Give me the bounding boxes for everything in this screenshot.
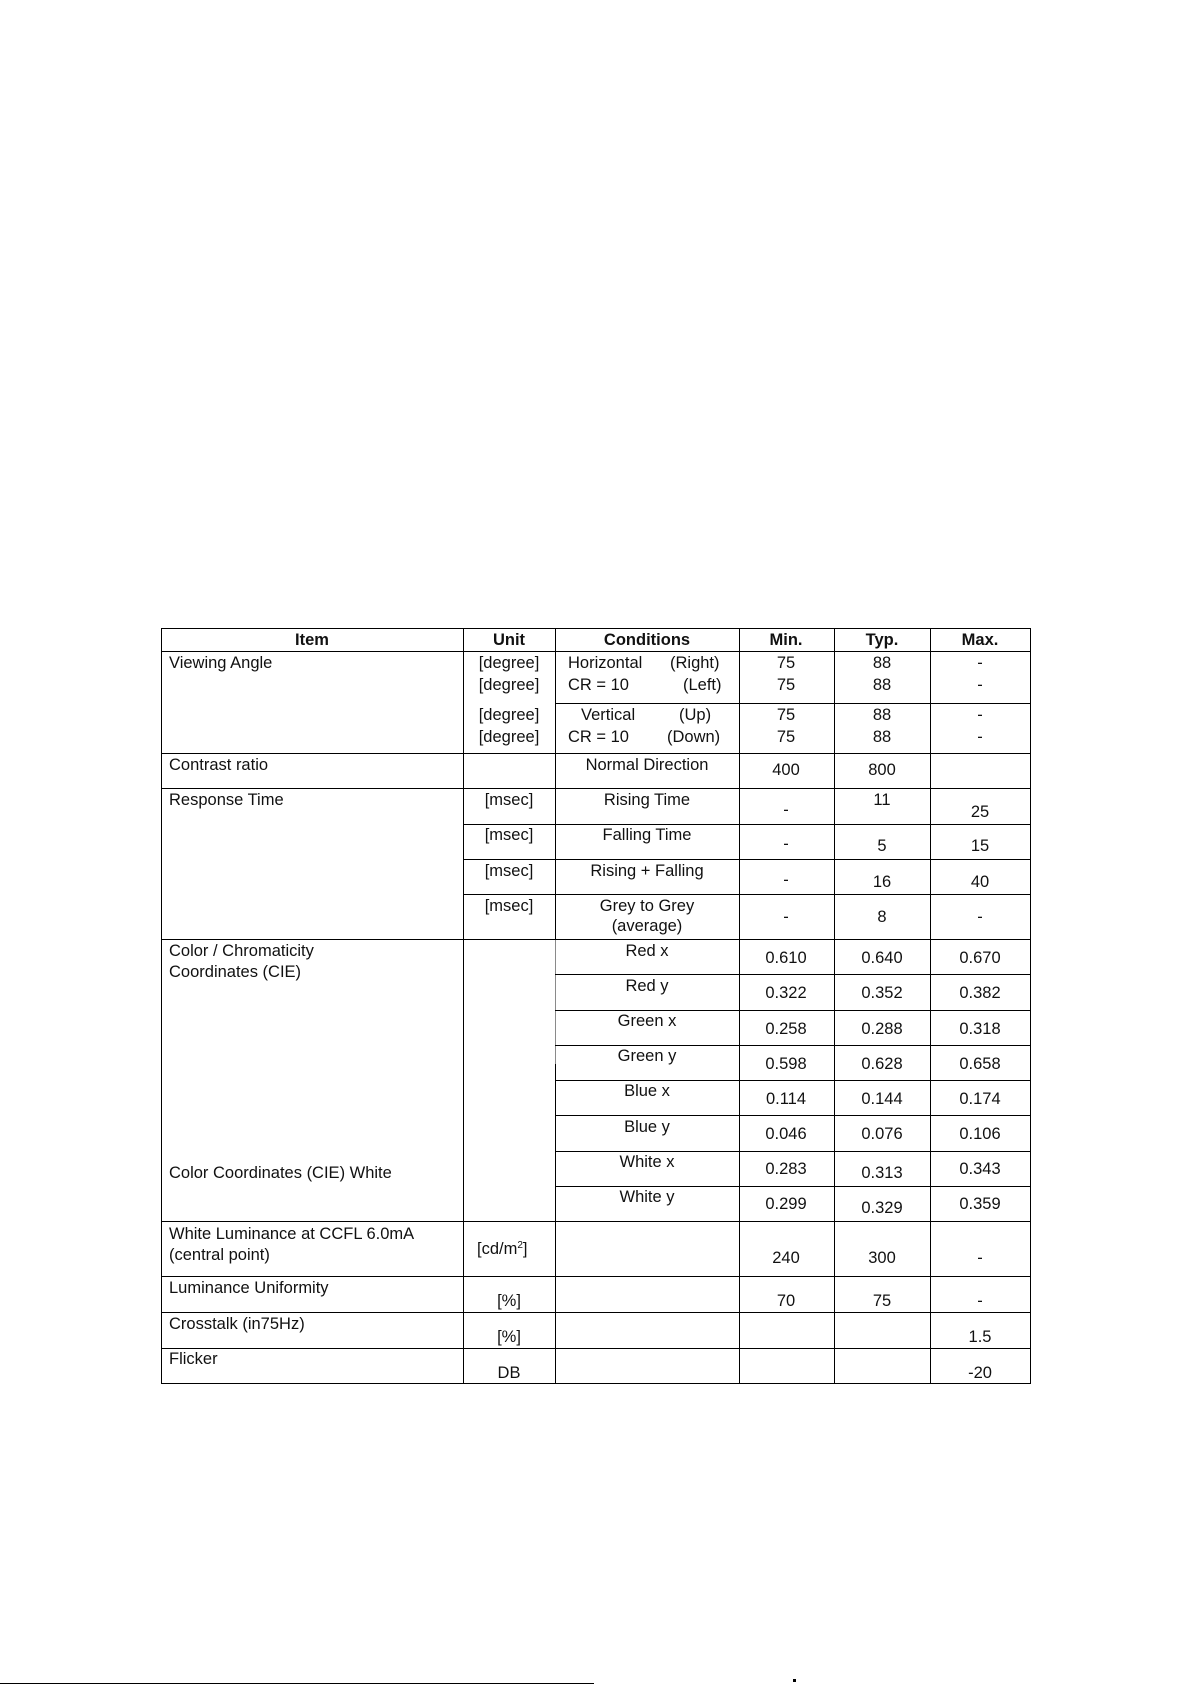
luminance-unit-close: ]	[522, 1240, 528, 1258]
viewing-min: 75	[776, 706, 796, 724]
color-max: 0.318	[959, 1020, 1001, 1038]
color-min: 0.299	[765, 1195, 807, 1213]
viewing-cond-a: Vertical	[581, 706, 636, 724]
contrast-cond: Normal Direction	[585, 756, 709, 774]
color-max: 0.343	[959, 1160, 1001, 1178]
color-typ: 0.313	[861, 1164, 903, 1182]
viewing-cond-b: (Up)	[679, 706, 712, 724]
color-cond: White x	[619, 1153, 675, 1171]
header-min: Min.	[769, 631, 803, 649]
color-cond: Red y	[625, 977, 669, 995]
color-typ: 0.329	[861, 1199, 903, 1217]
item-luminance-uniformity: Luminance Uniformity	[169, 1279, 329, 1297]
header-unit: Unit	[492, 631, 526, 649]
color-max: 0.670	[959, 949, 1001, 967]
color-max: 0.382	[959, 984, 1001, 1002]
viewing-min: 75	[776, 676, 796, 694]
response-max: 40	[970, 873, 990, 891]
table-border-bottom	[161, 1383, 1031, 1384]
response-cond: Rising + Falling	[590, 862, 704, 880]
row-line-crosstalk	[161, 1348, 1031, 1349]
color-min: 0.283	[765, 1160, 807, 1178]
flicker-unit: DB	[497, 1364, 521, 1382]
footer-rule	[0, 1683, 594, 1684]
viewing-max: -	[977, 706, 983, 724]
luminance-unit-exponent: 2	[517, 1240, 523, 1251]
luminance-max: -	[977, 1249, 983, 1267]
response-min: -	[783, 835, 789, 853]
row-line-response	[161, 939, 1031, 940]
viewing-cond-a: CR = 10	[568, 728, 629, 746]
color-cond: White y	[619, 1188, 675, 1206]
row-line-uniformity	[161, 1312, 1031, 1313]
item-white-luminance-note: (central point)	[169, 1246, 270, 1264]
response-typ: 5	[877, 837, 887, 855]
row-line-luminance	[161, 1276, 1031, 1277]
flicker-max: -20	[968, 1364, 992, 1382]
viewing-min: 75	[776, 728, 796, 746]
color-min: 0.258	[765, 1020, 807, 1038]
header-max: Max.	[961, 631, 999, 649]
color-typ: 0.076	[861, 1125, 903, 1143]
table-border-right	[1030, 628, 1031, 1384]
item-color-chromaticity: Color / Chromaticity	[169, 942, 314, 960]
response-cond: Grey to Grey	[599, 897, 695, 915]
response-min: -	[783, 801, 789, 819]
uniformity-min: 70	[776, 1292, 796, 1310]
response-cond: Falling Time	[602, 826, 692, 844]
contrast-min: 400	[772, 761, 800, 779]
viewing-max: -	[977, 654, 983, 672]
viewing-cond-b: (Down)	[667, 728, 721, 746]
viewing-unit: [degree]	[478, 676, 540, 694]
color-cond: Green y	[617, 1047, 677, 1065]
color-max: 0.174	[959, 1090, 1001, 1108]
color-max: 0.359	[959, 1195, 1001, 1213]
table-border-left	[161, 628, 162, 1384]
viewing-cond-b: (Right)	[670, 654, 720, 672]
row-line-response-2	[463, 859, 1031, 860]
response-max: 25	[970, 803, 990, 821]
response-min: -	[783, 908, 789, 926]
item-contrast-ratio: Contrast ratio	[169, 756, 269, 774]
row-line-response-3	[463, 894, 1031, 895]
color-typ: 0.144	[861, 1090, 903, 1108]
response-unit: [msec]	[484, 791, 534, 809]
crosstalk-max: 1.5	[968, 1328, 992, 1346]
item-viewing-angle: Viewing Angle	[169, 654, 273, 672]
viewing-cond-b: (Left)	[683, 676, 722, 694]
color-min: 0.114	[765, 1090, 807, 1108]
row-line-response-1	[463, 824, 1031, 825]
color-cond: Green x	[617, 1012, 677, 1030]
uniformity-unit: [%]	[497, 1292, 521, 1310]
viewing-typ: 88	[872, 676, 892, 694]
luminance-unit-base: [cd/m	[477, 1240, 518, 1258]
item-white-luminance: White Luminance at CCFL 6.0mA	[169, 1225, 415, 1243]
luminance-min: 240	[772, 1249, 800, 1267]
row-line-color	[161, 1221, 1031, 1222]
divider-typ-max	[930, 628, 931, 1384]
item-color-coordinates: Coordinates (CIE)	[169, 963, 302, 981]
viewing-max: -	[977, 728, 983, 746]
response-typ: 11	[873, 791, 891, 809]
color-typ: 0.288	[861, 1020, 903, 1038]
row-line-contrast	[161, 788, 1031, 789]
color-cond: Red x	[625, 942, 669, 960]
response-min: -	[783, 871, 789, 889]
color-typ: 0.640	[861, 949, 903, 967]
divider-min-typ	[834, 628, 835, 1384]
color-max: 0.658	[959, 1055, 1001, 1073]
row-line-header	[161, 651, 1031, 652]
viewing-max: -	[977, 676, 983, 694]
viewing-typ: 88	[872, 706, 892, 724]
row-line-viewing	[161, 753, 1031, 754]
viewing-cond-a: CR = 10	[568, 676, 629, 694]
viewing-min: 75	[776, 654, 796, 672]
response-cond-line2: (average)	[611, 917, 683, 935]
divider-item-unit	[463, 628, 464, 1384]
viewing-unit: [degree]	[478, 706, 540, 724]
color-min: 0.322	[765, 984, 807, 1002]
luminance-typ: 300	[868, 1249, 896, 1267]
color-cond: Blue y	[624, 1118, 670, 1136]
response-max: -	[977, 908, 983, 926]
color-typ: 0.352	[861, 984, 903, 1002]
color-max: 0.106	[959, 1125, 1001, 1143]
crosstalk-unit: [%]	[497, 1328, 521, 1346]
viewing-typ: 88	[872, 654, 892, 672]
color-min: 0.610	[765, 949, 807, 967]
response-unit: [msec]	[484, 862, 534, 880]
contrast-typ: 800	[868, 761, 896, 779]
response-unit: [msec]	[484, 897, 534, 915]
footer-mark	[793, 1679, 796, 1682]
row-line-color-1	[555, 974, 1031, 975]
header-conditions: Conditions	[603, 631, 691, 649]
table-border-top	[161, 628, 1031, 629]
viewing-typ: 88	[872, 728, 892, 746]
header-typ: Typ.	[865, 631, 899, 649]
uniformity-typ: 75	[872, 1292, 892, 1310]
color-typ: 0.628	[861, 1055, 903, 1073]
divider-unit-cond-lower	[555, 1064, 556, 1384]
color-min: 0.598	[765, 1055, 807, 1073]
item-flicker: Flicker	[169, 1350, 218, 1368]
header-item: Item	[295, 631, 329, 649]
response-typ: 16	[872, 873, 892, 891]
optical-spec-table	[161, 628, 1031, 1384]
viewing-unit: [degree]	[478, 728, 540, 746]
viewing-cond-a: Horizontal	[568, 654, 643, 672]
row-line-color-5	[555, 1115, 1031, 1116]
color-cond: Blue x	[624, 1082, 670, 1100]
item-color-white: Color Coordinates (CIE) White	[169, 1164, 392, 1182]
luminance-unit	[477, 1239, 528, 1259]
response-cond: Rising Time	[603, 791, 691, 809]
response-unit: [msec]	[484, 826, 534, 844]
response-max: 15	[970, 837, 990, 855]
item-response-time: Response Time	[169, 791, 284, 809]
row-line-viewing-mid	[555, 703, 1031, 704]
color-min: 0.046	[765, 1125, 807, 1143]
viewing-unit: [degree]	[478, 654, 540, 672]
divider-unit-cond	[555, 628, 556, 939]
uniformity-max: -	[977, 1292, 983, 1310]
response-typ: 8	[877, 908, 887, 926]
divider-cond-min	[739, 628, 740, 1384]
item-crosstalk: Crosstalk (in75Hz)	[169, 1315, 305, 1333]
